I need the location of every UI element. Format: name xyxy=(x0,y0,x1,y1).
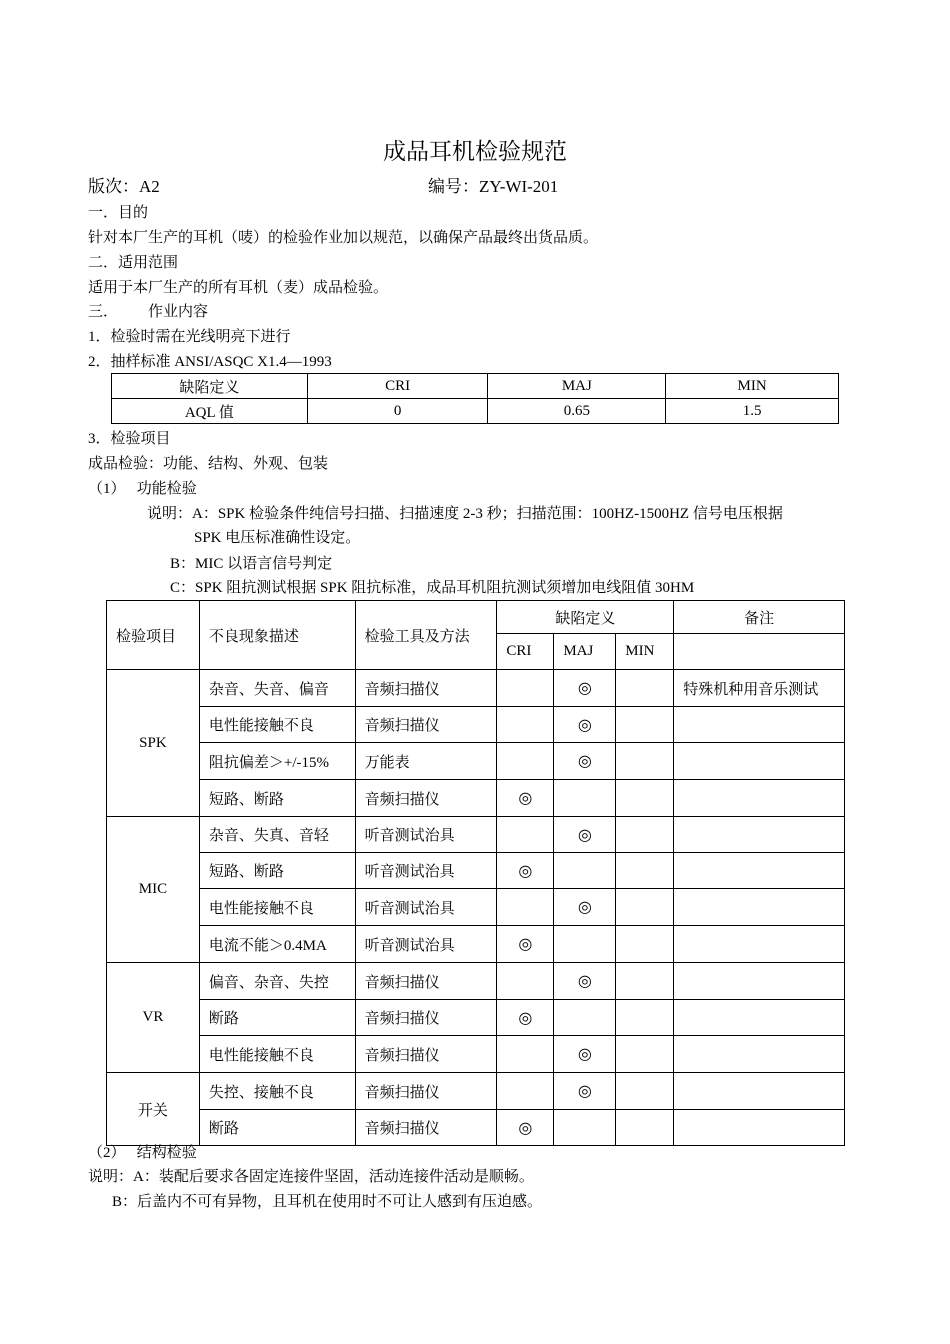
min-mark-cell xyxy=(616,780,674,817)
defect-description-cell: 短路、断路 xyxy=(199,853,355,889)
cri-mark-cell xyxy=(497,1073,554,1110)
aql-value-cell: 0.65 xyxy=(488,399,666,424)
structure-note-b: B：后盖内不可有异物，且耳机在使用时不可让人感到有压迫感。 xyxy=(112,1194,543,1210)
maj-mark-cell xyxy=(554,780,616,817)
tool-method-cell: 音频扫描仪 xyxy=(355,1110,497,1146)
table-row xyxy=(107,926,845,963)
maj-mark-cell: ◎ xyxy=(554,817,616,853)
remark-cell xyxy=(674,817,845,853)
defect-description-cell: 断路 xyxy=(199,1000,355,1036)
header-defect-description: 不良现象描述 xyxy=(199,601,355,670)
remark-cell xyxy=(674,1073,845,1110)
defect-description-cell: 电性能接触不良 xyxy=(199,889,355,926)
document-title: 成品耳机检验规范 xyxy=(383,139,567,164)
table-row xyxy=(107,963,845,1000)
header-cri: CRI xyxy=(497,634,554,670)
min-mark-cell xyxy=(616,963,674,1000)
aql-value-cell: 1.5 xyxy=(666,399,839,424)
aql-value-cell: 0 xyxy=(307,399,488,424)
table-header-row xyxy=(107,601,845,634)
remark-cell: 特殊机种用音乐测试 xyxy=(674,670,845,707)
structure-note-a: 说明：A：装配后要求各固定连接件坚固，活动连接件活动是顺畅。 xyxy=(88,1169,534,1185)
aql-header-row xyxy=(112,374,839,399)
maj-mark-cell xyxy=(554,926,616,963)
item-inspection-items: 3．检验项目 xyxy=(88,431,171,447)
section-content-heading: 三． 作业内容 xyxy=(88,304,209,320)
cri-mark-cell xyxy=(497,817,554,853)
tool-method-cell: 音频扫描仪 xyxy=(355,707,497,743)
maj-mark-cell: ◎ xyxy=(554,963,616,1000)
cri-mark-cell xyxy=(497,889,554,926)
min-mark-cell xyxy=(616,707,674,743)
cri-mark-cell xyxy=(497,1036,554,1073)
header-maj: MAJ xyxy=(554,634,616,670)
cri-mark-cell: ◎ xyxy=(497,853,554,889)
maj-mark-cell: ◎ xyxy=(554,743,616,780)
note-c: C：SPK 阻抗测试根据 SPK 阻抗标准，成品耳机阻抗测试须增加电线阻值 30HM xyxy=(170,580,695,596)
maj-mark-cell xyxy=(554,1110,616,1146)
defect-description-cell: 失控、接触不良 xyxy=(199,1073,355,1110)
tool-method-cell: 音频扫描仪 xyxy=(355,1036,497,1073)
maj-mark-cell xyxy=(554,853,616,889)
remark-cell xyxy=(674,1036,845,1073)
function-inspection-table xyxy=(106,600,845,1146)
maj-mark-cell: ◎ xyxy=(554,707,616,743)
aql-table xyxy=(111,373,839,424)
section-scope-heading: 二．适用范围 xyxy=(88,255,179,271)
tool-method-cell: 音频扫描仪 xyxy=(355,1073,497,1110)
header-inspection-item: 检验项目 xyxy=(107,601,200,670)
defect-description-cell: 杂音、失真、音轻 xyxy=(199,817,355,853)
document-number: 编号：ZY-WI-201 xyxy=(428,177,559,196)
header-remark-blank xyxy=(674,634,845,670)
inspection-item-cell: SPK xyxy=(107,670,200,817)
cri-mark-cell xyxy=(497,670,554,707)
tool-method-cell: 听音测试治具 xyxy=(355,926,497,963)
remark-cell xyxy=(674,853,845,889)
inspection-categories: 成品检验：功能、结构、外观、包装 xyxy=(88,456,329,472)
aql-header-cell: 缺陷定义 xyxy=(112,374,308,399)
table-row xyxy=(107,670,845,707)
section-purpose-heading: 一．目的 xyxy=(88,205,149,221)
inspection-item-cell: 开关 xyxy=(107,1073,200,1146)
min-mark-cell xyxy=(616,670,674,707)
section-purpose-text: 针对本厂生产的耳机（唛）的检验作业加以规范，以确保产品最终出货品质。 xyxy=(88,230,599,246)
note-b: B：MIC 以语言信号判定 xyxy=(170,556,333,572)
maj-mark-cell xyxy=(554,1000,616,1036)
tool-method-cell: 万能表 xyxy=(355,743,497,780)
tool-method-cell: 音频扫描仪 xyxy=(355,670,497,707)
aql-header-cell: CRI xyxy=(307,374,488,399)
table-row xyxy=(107,853,845,889)
cri-mark-cell xyxy=(497,707,554,743)
min-mark-cell xyxy=(616,889,674,926)
cri-mark-cell xyxy=(497,963,554,1000)
header-tool-method: 检验工具及方法 xyxy=(355,601,497,670)
remark-cell xyxy=(674,707,845,743)
table-row xyxy=(107,743,845,780)
table-row xyxy=(107,1110,845,1146)
aql-value-row xyxy=(112,399,839,424)
inspection-item-cell: MIC xyxy=(107,817,200,963)
table-row xyxy=(107,817,845,853)
min-mark-cell xyxy=(616,1110,674,1146)
item-sampling-standard: 2．抽样标准 ANSI/ASQC X1.4—1993 xyxy=(88,354,332,370)
remark-cell xyxy=(674,889,845,926)
cri-mark-cell: ◎ xyxy=(497,926,554,963)
table-row xyxy=(107,1073,845,1110)
min-mark-cell xyxy=(616,817,674,853)
defect-description-cell: 短路、断路 xyxy=(199,780,355,817)
defect-description-cell: 电流不能＞0.4MA xyxy=(199,926,355,963)
inspection-item-cell: VR xyxy=(107,963,200,1073)
remark-cell xyxy=(674,780,845,817)
defect-description-cell: 偏音、杂音、失控 xyxy=(199,963,355,1000)
min-mark-cell xyxy=(616,853,674,889)
defect-description-cell: 电性能接触不良 xyxy=(199,707,355,743)
header-defect-definition: 缺陷定义 xyxy=(497,601,674,634)
item-lighting: 1．检验时需在光线明亮下进行 xyxy=(88,329,291,345)
maj-mark-cell: ◎ xyxy=(554,1073,616,1110)
remark-cell xyxy=(674,743,845,780)
min-mark-cell xyxy=(616,1073,674,1110)
note-a-line2: SPK 电压标准确性设定。 xyxy=(194,530,361,546)
maj-mark-cell: ◎ xyxy=(554,1036,616,1073)
min-mark-cell xyxy=(616,743,674,780)
table-row xyxy=(107,1000,845,1036)
cri-mark-cell: ◎ xyxy=(497,780,554,817)
maj-mark-cell: ◎ xyxy=(554,670,616,707)
tool-method-cell: 音频扫描仪 xyxy=(355,780,497,817)
tool-method-cell: 听音测试治具 xyxy=(355,817,497,853)
table-row xyxy=(107,889,845,926)
min-mark-cell xyxy=(616,1036,674,1073)
table-row xyxy=(107,707,845,743)
remark-cell xyxy=(674,1110,845,1146)
defect-description-cell: 电性能接触不良 xyxy=(199,1036,355,1073)
tool-method-cell: 音频扫描仪 xyxy=(355,1000,497,1036)
version-label: 版次：A2 xyxy=(88,177,160,196)
cri-mark-cell xyxy=(497,743,554,780)
aql-header-cell: MIN xyxy=(666,374,839,399)
structure-check-heading: （2） 结构检验 xyxy=(88,1145,197,1161)
cri-mark-cell: ◎ xyxy=(497,1110,554,1146)
table-row xyxy=(107,1036,845,1073)
min-mark-cell xyxy=(616,926,674,963)
min-mark-cell xyxy=(616,1000,674,1036)
tool-method-cell: 听音测试治具 xyxy=(355,853,497,889)
section-scope-text: 适用于本厂生产的所有耳机（麦）成品检验。 xyxy=(88,280,389,296)
remark-cell xyxy=(674,1000,845,1036)
aql-header-cell: MAJ xyxy=(488,374,666,399)
header-min: MIN xyxy=(616,634,674,670)
note-a-line1: 说明：A：SPK 检验条件纯信号扫描、扫描速度 2-3 秒；扫描范围：100HZ-1500HZ 信号电压根据 xyxy=(147,506,783,522)
table-row xyxy=(107,780,845,817)
aql-value-cell: AQL 值 xyxy=(112,399,308,424)
maj-mark-cell: ◎ xyxy=(554,889,616,926)
defect-description-cell: 断路 xyxy=(199,1110,355,1146)
defect-description-cell: 阻抗偏差＞+/-15% xyxy=(199,743,355,780)
remark-cell xyxy=(674,926,845,963)
cri-mark-cell: ◎ xyxy=(497,1000,554,1036)
function-check-heading: （1） 功能检验 xyxy=(88,481,197,497)
tool-method-cell: 听音测试治具 xyxy=(355,889,497,926)
defect-description-cell: 杂音、失音、偏音 xyxy=(199,670,355,707)
tool-method-cell: 音频扫描仪 xyxy=(355,963,497,1000)
remark-cell xyxy=(674,963,845,1000)
header-remark: 备注 xyxy=(674,601,845,634)
